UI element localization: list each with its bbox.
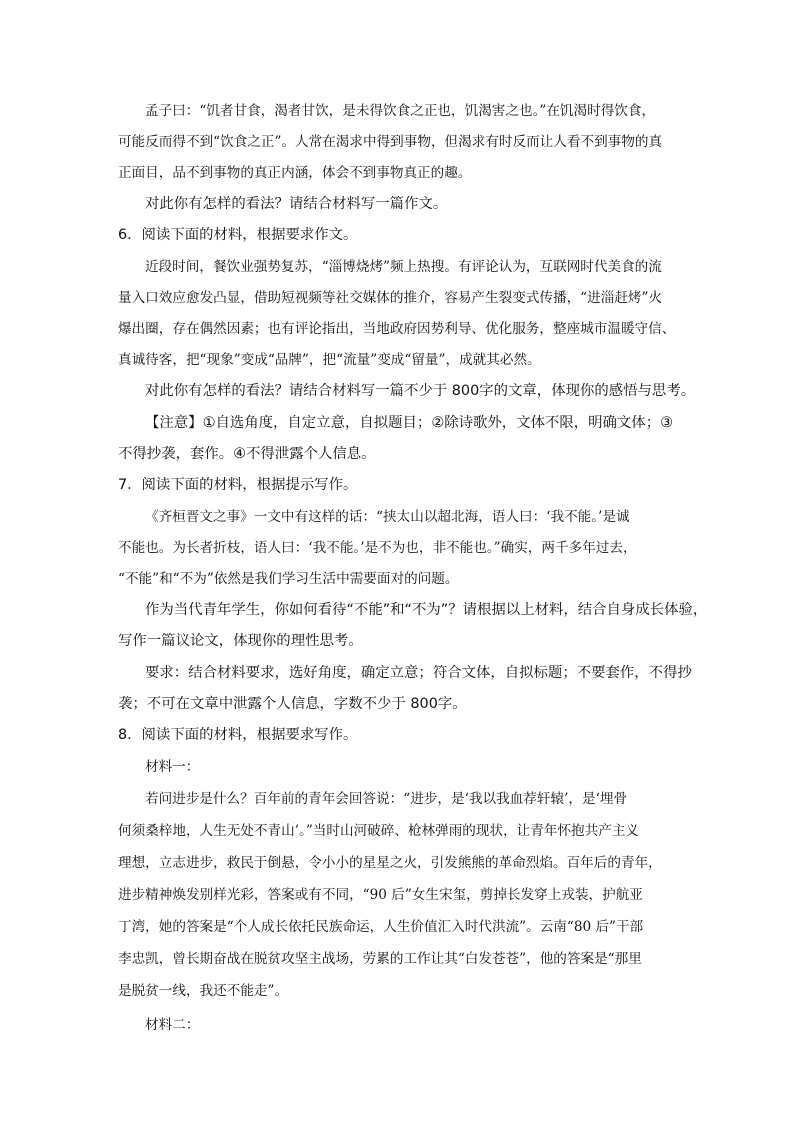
- q7-material-line-2: 不能也。为长者折枝，语人曰：‘我不能。’是不为也，非不能也。”确实，两千多年过去，: [118, 540, 637, 556]
- q7-heading: 7．阅读下面的材料，根据提示写作。: [118, 477, 358, 493]
- q6-material-line-4: 真诚待客，把“现象”变成“品牌”，把“流量”变成“留量”，成就其必然。: [118, 352, 541, 368]
- q6-prompt: 对此你有怎样的看法？请结合材料写一篇不少于 800字的文章，体现你的感悟与思考。: [145, 383, 696, 399]
- q6-note-line-2: 不得抄袭，套作。④不得泄露个人信息。: [118, 446, 376, 462]
- q6-material-line-3: 爆出圈，存在偶然因素；也有评论指出，当地政府因势利导、优化服务，整座城市温暖守信、: [118, 321, 676, 337]
- q7-requirement-line-1: 要求：结合材料要求，选好角度，确定立意；符合文体，自拟标题；不要套作，不得抄: [145, 665, 692, 681]
- q8-material1-line-4: 进步精神焕发别样光彩，答案或有不同，“90 后”女生宋玺，剪掉长发穿上戎装，护航亚: [118, 887, 643, 903]
- q7-material-line-3: “不能”和“不为”依然是我们学习生活中需要面对的问题。: [118, 571, 459, 587]
- q8-heading: 8．阅读下面的材料，根据要求写作。: [118, 727, 358, 743]
- q7-requirement-line-2: 袭；不可在文章中泄露个人信息，字数不少于 800字。: [118, 696, 467, 712]
- q8-material1-line-3: 理想，立志进步，救民于倒悬，令小小的星星之火，引发熊熊的革命烈焰。百年后的青年，: [118, 855, 662, 871]
- q6-note-line-1: 【注意】①自选角度，自定立意，自拟题目；②除诗歌外，文体不限，明确文体；③: [145, 415, 673, 431]
- q8-material1-line-6: 李忠凯，曾长期奋战在脱贫攻坚主战场，劳累的工作让其“白发苍苍”，他的答案是“那里: [118, 951, 642, 967]
- q7-prompt-line-1: 作为当代青年学生，你如何看待“不能”和“不为”？请根据以上材料，结合自身成长体验，: [145, 602, 708, 618]
- passage5-prompt: 对此你有怎样的看法？请结合材料写一篇作文。: [145, 196, 448, 212]
- q8-material1-line-2: 何须桑梓地，人生无处不青山’。”当时山河破碎、枪林弹雨的现状，让青年怀抱共产主义: [118, 823, 640, 839]
- q7-material-line-1: 《齐桓晋文之事》一文中有这样的话：“挟太山以超北海，语人曰：‘我不能。’是诚: [145, 509, 630, 525]
- q8-material1-line-7: 是脱贫一线，我还不能走”。: [118, 983, 289, 999]
- q6-heading: 6．阅读下面的材料，根据要求作文。: [118, 227, 358, 243]
- q7-prompt-line-2: 写作一篇议论文，体现你的理性思考。: [118, 633, 363, 649]
- passage5-line-2: 可能反而得不到“饮食之正”。人常在渴求中得到事物，但渴求有时反而让人看不到事物的真: [118, 134, 663, 150]
- q6-material-line-2: 量入口效应愈发凸显，借助短视频等社交媒体的推介，容易产生裂变式传播，“进淄赶烤”火: [118, 290, 663, 306]
- q8-material1-line-5: 丁湾，她的答案是“个人成长依托民族命运，人生价值汇入时代洪流”。云南“80 后”干部: [118, 919, 644, 935]
- q6-material-line-1: 近段时间，餐饮业强势复苏，“淄博烧烤”频上热搜。有评论认为，互联网时代美食的流: [145, 259, 662, 275]
- q8-material2-label: 材料二：: [145, 1017, 200, 1033]
- passage5-line-1: 孟子曰：“饥者甘食，渴者甘饮，是未得饮食之正也，饥渴害之也。”在饥渴时得饮食，: [145, 103, 656, 119]
- q8-material1-label: 材料一：: [145, 759, 200, 775]
- q8-material1-line-1: 若问进步是什么？百年前的青年会回答说：“进步，是‘我以我血荐轩辕’，是‘埋骨: [145, 791, 628, 807]
- passage5-line-3: 正面目，品不到事物的真正内涵，体会不到事物真正的趣。: [118, 165, 472, 181]
